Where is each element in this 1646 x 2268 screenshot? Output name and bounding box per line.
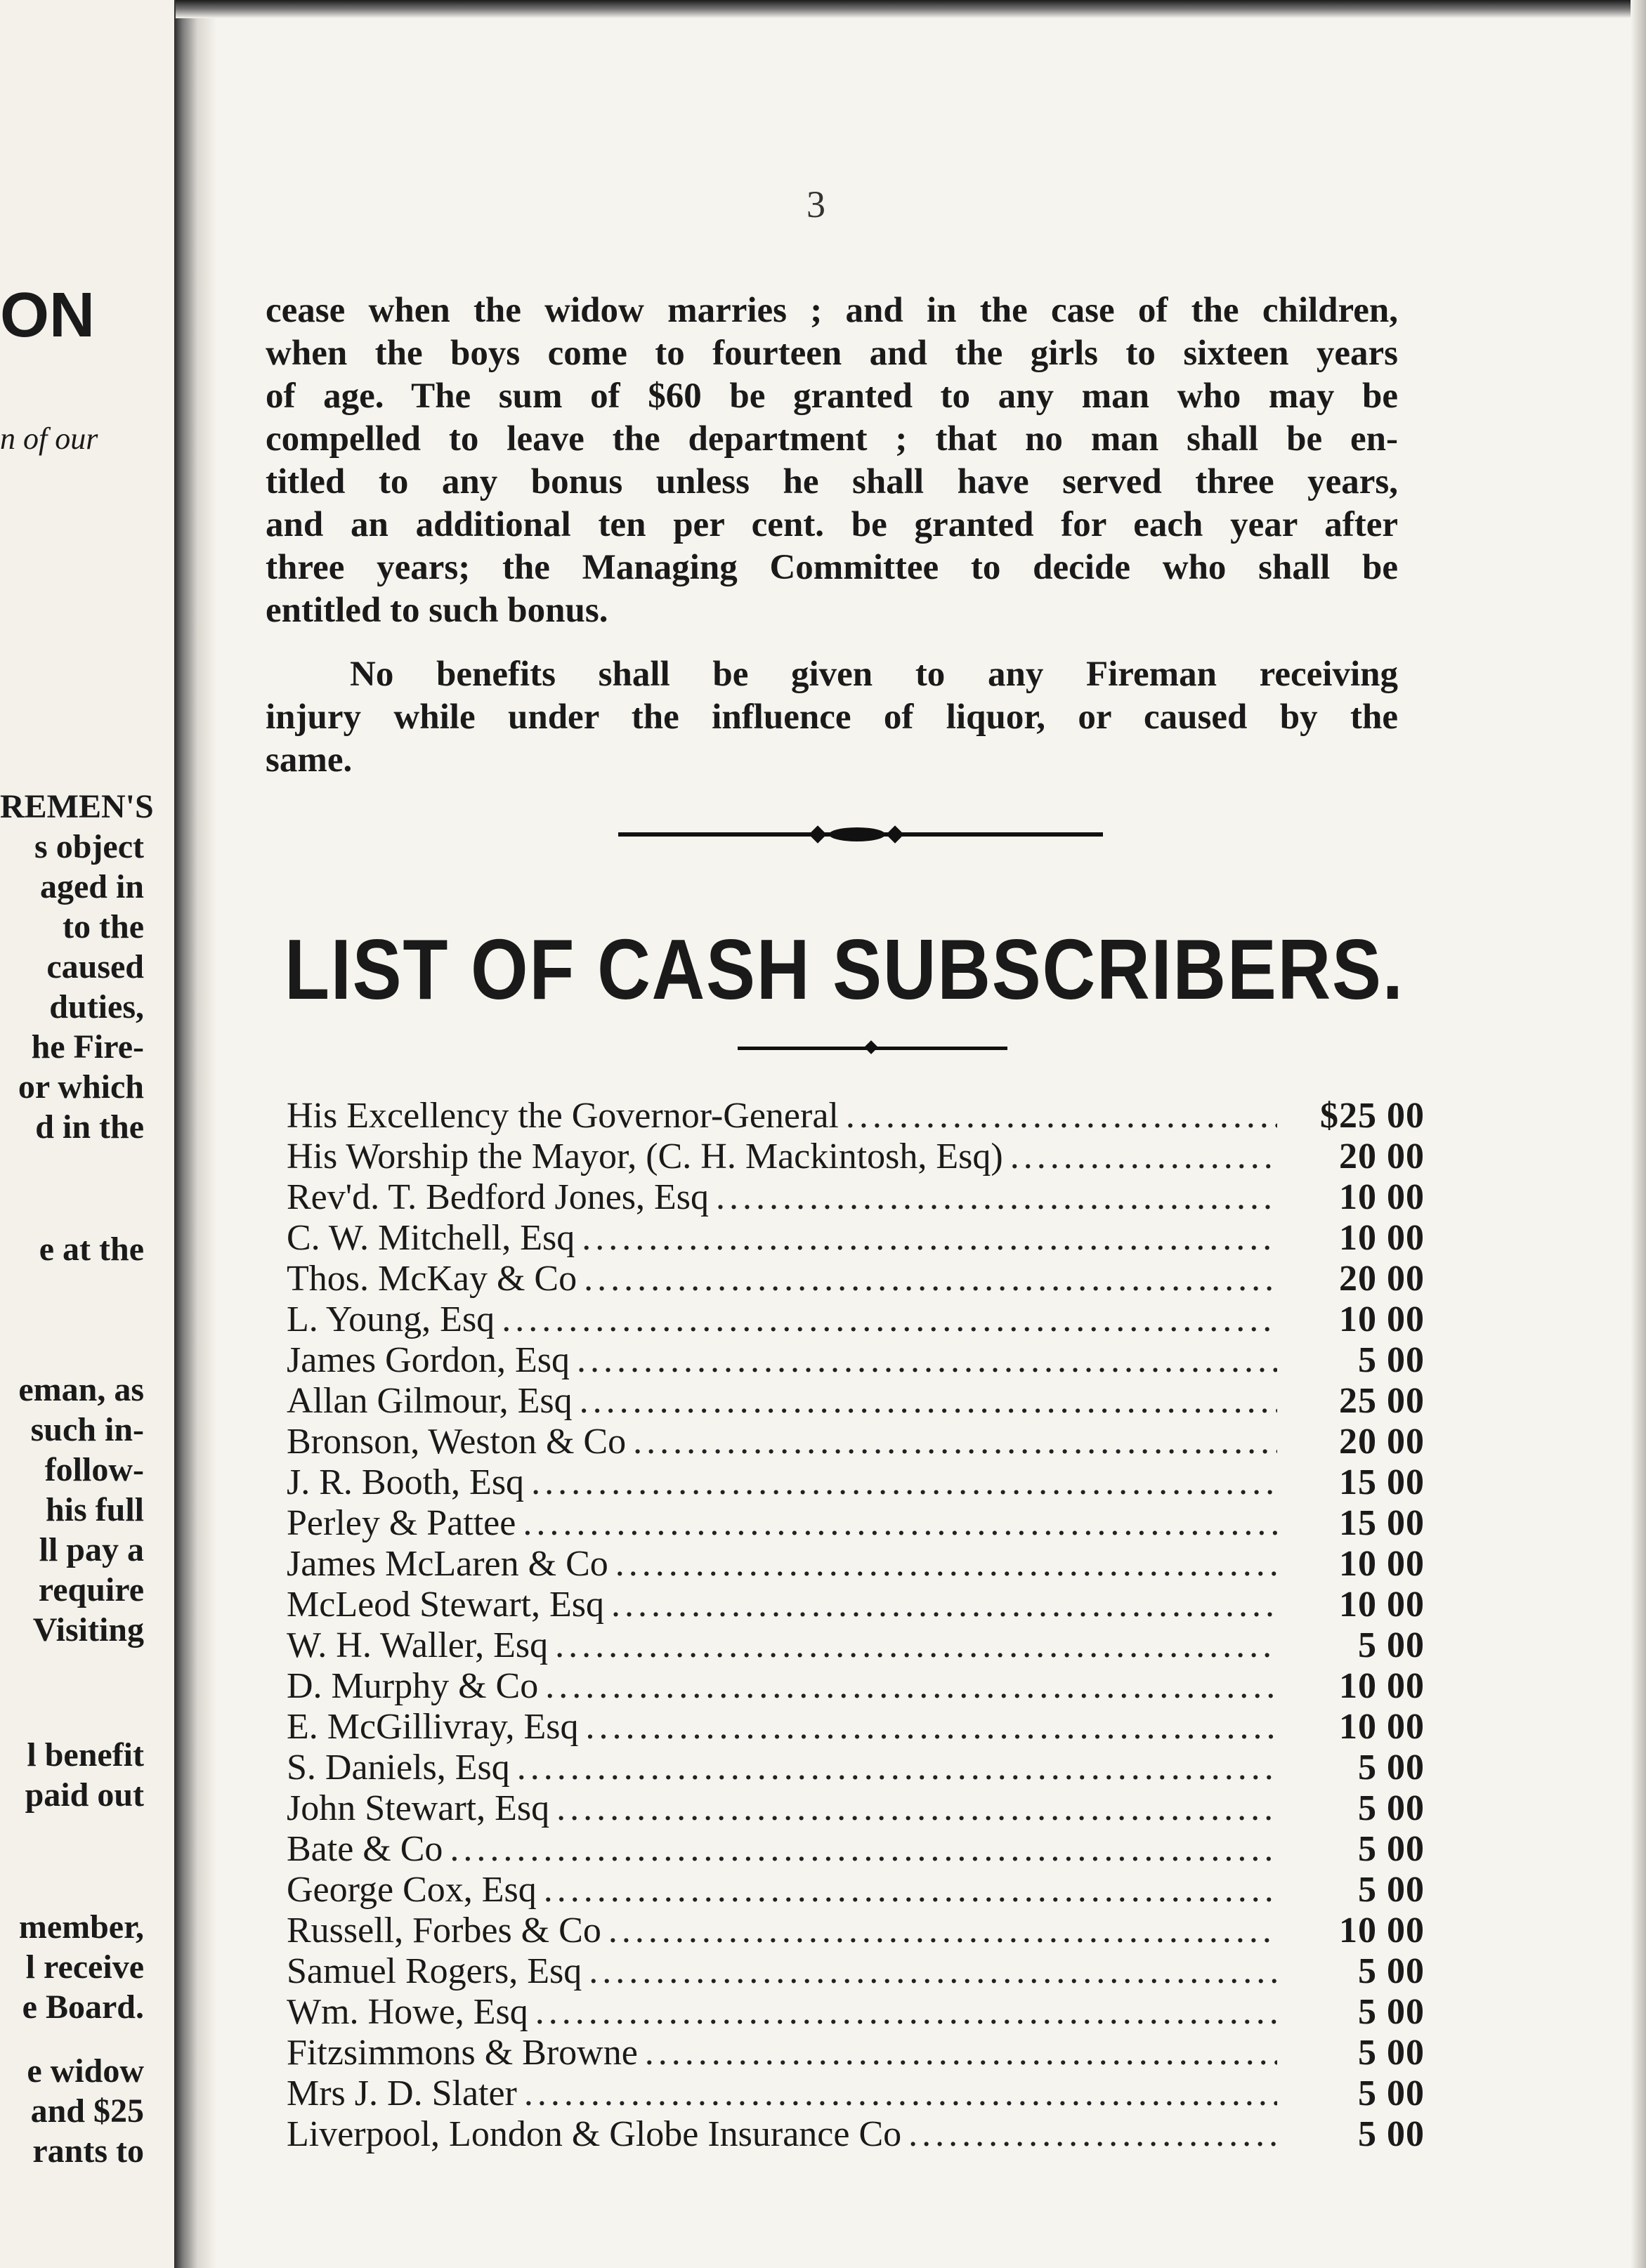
subscriber-name: John Stewart, Esq xyxy=(287,1788,550,1828)
dot-leader xyxy=(524,2073,1277,2114)
ornamental-divider xyxy=(618,832,1103,837)
facing-page-fragment: s object xyxy=(34,828,144,865)
subscriber-row xyxy=(287,1707,1425,1748)
title-underline-divider xyxy=(738,1047,1007,1050)
dot-leader xyxy=(535,1992,1277,2033)
facing-page-fragment: to the xyxy=(63,908,144,945)
facing-page-fragment: his full xyxy=(45,1491,144,1528)
divider-oval xyxy=(829,827,885,841)
subscriber-amount: 5 00 xyxy=(1358,1788,1425,1828)
subscriber-row xyxy=(287,1503,1425,1544)
subscriber-amount: 5 00 xyxy=(1358,2073,1425,2113)
facing-page-fragment: e widow xyxy=(27,2052,144,2090)
facing-page-fragment: paid out xyxy=(25,1776,144,1814)
subscriber-name: L. Young, Esq xyxy=(287,1299,495,1339)
subscriber-name: C. W. Mitchell, Esq xyxy=(287,1218,575,1258)
dot-leader xyxy=(555,1625,1277,1666)
page-top-shadow xyxy=(176,0,1646,18)
paragraph-line: compelled to leave the department ; that no man shall be en- xyxy=(266,419,1398,459)
subscriber-name: E. McGillivray, Esq xyxy=(287,1707,579,1747)
subscriber-amount: 5 00 xyxy=(1358,1829,1425,1869)
subscriber-amount: 20 00 xyxy=(1339,1422,1425,1462)
subscriber-name: D. Murphy & Co xyxy=(287,1666,539,1706)
facing-page-fragment: REMEN'S xyxy=(0,788,154,825)
subscriber-amount: 10 00 xyxy=(1339,1585,1425,1625)
divider-diamond xyxy=(864,1040,878,1054)
subscriber-row xyxy=(287,1462,1425,1503)
facing-page-fragment: e at the xyxy=(39,1231,144,1268)
dot-leader xyxy=(716,1177,1277,1218)
facing-page-fragment: l benefit xyxy=(27,1736,144,1774)
dot-leader xyxy=(580,1381,1277,1422)
book-gutter xyxy=(174,0,216,2268)
paragraph-line: of age. The sum of $60 be granted to any man who may be xyxy=(266,376,1398,416)
dot-leader xyxy=(633,1422,1277,1462)
subscriber-amount: 5 00 xyxy=(1358,2033,1425,2073)
facing-page-fragment: l receive xyxy=(25,1948,144,1986)
page-number: 3 xyxy=(806,183,825,225)
subscriber-row xyxy=(287,1381,1425,1422)
subscriber-amount: 15 00 xyxy=(1339,1462,1425,1502)
facing-page-left xyxy=(0,0,179,2268)
paragraph-line: and an additional ten per cent. be granted for each year after xyxy=(266,505,1398,544)
subscriber-amount: 5 00 xyxy=(1358,1992,1425,2032)
facing-page-fragment: Visiting xyxy=(32,1611,144,1648)
dot-leader xyxy=(582,1218,1277,1259)
dot-leader xyxy=(615,1544,1277,1585)
dot-leader xyxy=(584,1259,1277,1299)
subscriber-name: McLeod Stewart, Esq xyxy=(287,1585,605,1625)
subscriber-row xyxy=(287,1829,1425,1870)
subscriber-row xyxy=(287,1177,1425,1218)
subscriber-amount: $25 00 xyxy=(1320,1096,1425,1136)
dot-leader xyxy=(517,1748,1277,1788)
subscriber-name: S. Daniels, Esq xyxy=(287,1748,510,1788)
dot-leader xyxy=(556,1788,1277,1829)
facing-page-heading-fragment: ON xyxy=(0,280,95,350)
divider-diamond xyxy=(886,825,903,843)
subscriber-amount: 5 00 xyxy=(1358,1951,1425,1991)
subscriber-amount: 20 00 xyxy=(1339,1259,1425,1299)
subscriber-row xyxy=(287,2033,1425,2073)
subscriber-name: Bronson, Weston & Co xyxy=(287,1422,627,1462)
subscriber-amount: 10 00 xyxy=(1339,1177,1425,1217)
facing-page-fragment: he Fire- xyxy=(31,1028,144,1066)
subscriber-row xyxy=(287,1870,1425,1910)
subscriber-amount: 10 00 xyxy=(1339,1299,1425,1339)
list-title: LIST OF CASH SUBSCRIBERS. xyxy=(285,922,1404,1017)
subscriber-amount: 20 00 xyxy=(1339,1136,1425,1176)
paragraph-line: same. xyxy=(266,740,353,780)
dot-leader xyxy=(585,1707,1277,1748)
paragraph-line: injury while under the influence of liquor, or caused by the xyxy=(266,697,1398,737)
facing-page-fragment: require xyxy=(38,1571,144,1608)
subscriber-row xyxy=(287,1585,1425,1625)
facing-page-fragment: follow- xyxy=(44,1451,144,1488)
facing-page-fragment: and $25 xyxy=(30,2092,144,2130)
subscriber-row xyxy=(287,1299,1425,1340)
paragraph-line: cease when the widow marries ; and in the case of the children, xyxy=(266,291,1398,330)
dot-leader xyxy=(577,1340,1277,1381)
subscriber-name: His Excellency the Governor-General xyxy=(287,1096,839,1136)
facing-page-fragment: aged in xyxy=(39,868,144,905)
dot-leader xyxy=(502,1299,1277,1340)
dot-leader xyxy=(589,1951,1277,1992)
subscriber-row xyxy=(287,1951,1425,1992)
subscriber-name: Allan Gilmour, Esq xyxy=(287,1381,573,1421)
dot-leader xyxy=(908,2114,1277,2155)
dot-leader xyxy=(645,2033,1277,2073)
subscriber-row xyxy=(287,1136,1425,1177)
facing-page-fragment: eman, as xyxy=(18,1371,144,1408)
paragraph-bonus-terms xyxy=(266,289,1398,632)
paragraph-line: titled to any bonus unless he shall have served three years, xyxy=(266,462,1398,502)
subscriber-row xyxy=(287,2073,1425,2114)
subscriber-amount: 10 00 xyxy=(1339,1218,1425,1258)
paragraph-line: when the boys come to fourteen and the girls to sixteen years xyxy=(266,334,1398,373)
subscriber-row xyxy=(287,1788,1425,1829)
dot-leader xyxy=(846,1096,1277,1136)
subscriber-name: J. R. Booth, Esq xyxy=(287,1462,525,1502)
dot-leader xyxy=(450,1829,1277,1870)
subscriber-name: Russell, Forbes & Co xyxy=(287,1910,601,1951)
dot-leader xyxy=(1010,1136,1277,1177)
subscriber-name: Perley & Pattee xyxy=(287,1503,516,1543)
paragraph-line: No benefits shall be given to any Fireman receiving xyxy=(350,655,1398,694)
subscriber-amount: 10 00 xyxy=(1339,1707,1425,1747)
subscriber-name: James Gordon, Esq xyxy=(287,1340,570,1380)
subscriber-name: Fitzsimmons & Browne xyxy=(287,2033,638,2073)
facing-page-fragment: member, xyxy=(18,1908,144,1946)
facing-page-fragment: duties, xyxy=(49,988,144,1025)
subscriber-amount: 5 00 xyxy=(1358,1870,1425,1910)
page-right-edge xyxy=(1631,0,1646,2268)
subscriber-row xyxy=(287,1992,1425,2033)
subscriber-amount: 15 00 xyxy=(1339,1503,1425,1543)
subscriber-name: Bate & Co xyxy=(287,1829,443,1869)
dot-leader xyxy=(544,1870,1277,1910)
subscriber-name: His Worship the Mayor, (C. H. Mackintosh, Esq) xyxy=(287,1136,1003,1176)
dot-leader xyxy=(608,1910,1277,1951)
subscriber-amount: 5 00 xyxy=(1358,1748,1425,1788)
facing-page-fragment: such in- xyxy=(30,1411,144,1448)
subscriber-row xyxy=(287,1625,1425,1666)
subscriber-name: Mrs J. D. Slater xyxy=(287,2073,517,2113)
subscriber-name: Samuel Rogers, Esq xyxy=(287,1951,582,1991)
subscriber-row xyxy=(287,1910,1425,1951)
subscriber-row xyxy=(287,1544,1425,1585)
subscriber-name: Wm. Howe, Esq xyxy=(287,1992,528,2032)
subscriber-name: Liverpool, London & Globe Insurance Co xyxy=(287,2114,902,2154)
subscriber-row xyxy=(287,1096,1425,1136)
subscriber-amount: 5 00 xyxy=(1358,1625,1425,1665)
subscriber-row xyxy=(287,2114,1425,2155)
dot-leader xyxy=(611,1585,1277,1625)
subscriber-amount: 10 00 xyxy=(1339,1544,1425,1584)
subscriber-amount: 25 00 xyxy=(1339,1381,1425,1421)
dot-leader xyxy=(531,1462,1277,1503)
subscriber-list xyxy=(287,1096,1425,2155)
facing-page-fragment: e Board. xyxy=(22,1988,144,2026)
subscriber-row xyxy=(287,1259,1425,1299)
subscriber-name: W. H. Waller, Esq xyxy=(287,1625,549,1665)
subscriber-row xyxy=(287,1748,1425,1788)
subscriber-row xyxy=(287,1340,1425,1381)
facing-page-fragment: or which xyxy=(18,1068,144,1106)
subscriber-name: Rev'd. T. Bedford Jones, Esq xyxy=(287,1177,710,1217)
subscriber-row xyxy=(287,1218,1425,1259)
facing-page-italic-fragment: n of our xyxy=(0,421,98,456)
paragraph-line: three years; the Managing Committee to decide who shall be xyxy=(266,548,1398,587)
subscriber-amount: 5 00 xyxy=(1358,1340,1425,1380)
subscriber-name: George Cox, Esq xyxy=(287,1870,537,1910)
facing-page-fragment: ll pay a xyxy=(39,1531,144,1568)
divider-diamond xyxy=(809,825,826,843)
dot-leader xyxy=(523,1503,1277,1544)
facing-page-fragment: caused xyxy=(46,948,144,985)
subscriber-row xyxy=(287,1422,1425,1462)
paragraph-liquor-clause xyxy=(266,653,1398,782)
facing-page-fragment: rants to xyxy=(32,2132,144,2170)
subscriber-amount: 10 00 xyxy=(1339,1666,1425,1706)
dot-leader xyxy=(545,1666,1277,1707)
subscriber-name: James McLaren & Co xyxy=(287,1544,608,1584)
subscriber-name: Thos. McKay & Co xyxy=(287,1259,577,1299)
facing-page-fragment: d in the xyxy=(35,1108,144,1146)
subscriber-row xyxy=(287,1666,1425,1707)
subscriber-amount: 10 00 xyxy=(1339,1910,1425,1951)
subscriber-amount: 5 00 xyxy=(1358,2114,1425,2154)
paragraph-line: entitled to such bonus. xyxy=(266,591,608,630)
